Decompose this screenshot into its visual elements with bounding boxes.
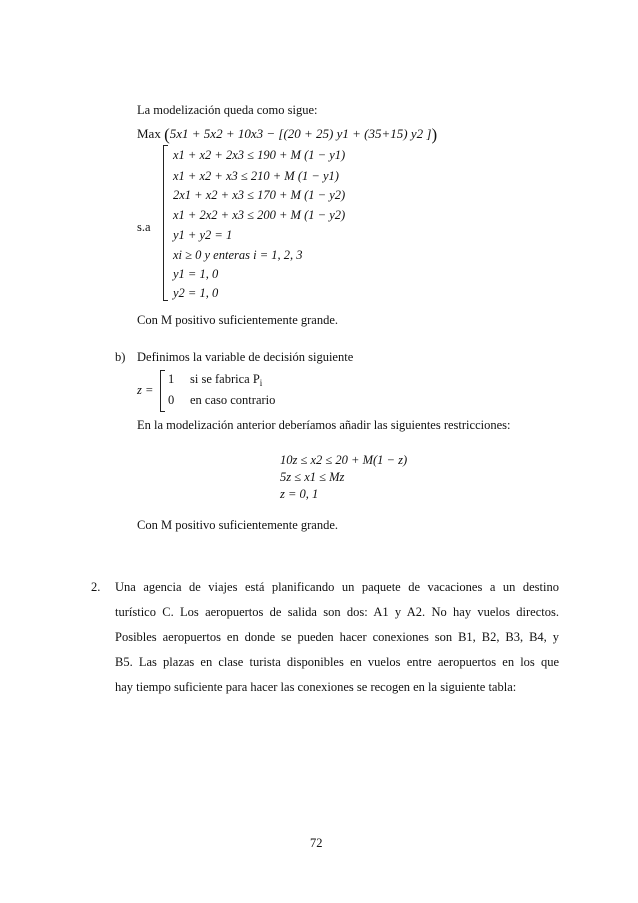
constraints-brace (163, 145, 168, 301)
constraint-3: 2x1 + x2 + x3 ≤ 170 + M (1 − y2) (173, 188, 346, 202)
problem-2-number: 2. (91, 580, 101, 594)
z-definition-brace (160, 370, 165, 412)
restriction-2: 5z ≤ x1 ≤ Mz (280, 470, 345, 484)
problem-2-line-3: Posibles aeropuertos en donde se pueden hacer conexiones son B1, B2, B3, B4, y (115, 630, 559, 644)
z-definition-lhs: z = (137, 383, 154, 397)
z-case-2-text: en caso contrario (190, 393, 276, 407)
objective-open-paren: ( (164, 125, 170, 144)
restriction-3: z = 0, 1 (280, 487, 319, 501)
objective-close-paren: ) (431, 125, 438, 144)
part-b-marker: b) (115, 350, 126, 364)
z-case-1-text: si se fabrica $P_i$ (190, 372, 263, 388)
z-case-2-value: 0 (168, 393, 175, 407)
subject-to-label: s.a (137, 220, 151, 234)
restrictions-intro: En la modelización anterior deberíamos añadir las siguientes restricciones: (137, 418, 511, 432)
constraint-5: y1 + y2 = 1 (173, 228, 233, 242)
constraint-4: x1 + 2x2 + x3 ≤ 200 + M (1 − y2) (173, 208, 346, 222)
constraint-1: x1 + x2 + 2x3 ≤ 190 + M (1 − y1) (173, 148, 346, 162)
page-number: 72 (310, 836, 323, 850)
problem-2-line-5: hay tiempo suficiente para hacer las conexiones se recogen en la siguiente tabla: (115, 680, 517, 694)
constraint-6: xi ≥ 0 y enteras i = 1, 2, 3 (173, 248, 303, 262)
max-label: Max (137, 126, 161, 141)
restriction-1: 10z ≤ x2 ≤ 20 + M(1 − z) (280, 453, 408, 467)
objective-function (137, 126, 437, 143)
objective-expression: 5x1 + 5x2 + 10x3 − [(20 + 25) y1 + (35+15) y2 ] (169, 126, 432, 141)
problem-2-line-2: turístico C. Los aeropuertos de salida son dos: A1 y A2. No hay vuelos directos. (115, 605, 559, 619)
constraint-7: y1 = 1, 0 (173, 267, 219, 281)
intro-text: La modelización queda como sigue: (137, 103, 318, 117)
part-b-text: Definimos la variable de decisión siguiente (137, 350, 354, 364)
problem-2-line-4: B5. Las plazas en clase turista disponibles en vuelos entre aeropuertos en los que (115, 655, 559, 669)
constraint-8: y2 = 1, 0 (173, 286, 219, 300)
large-m-note-1: Con M positivo suficientemente grande. (137, 313, 339, 327)
large-m-note-2: Con M positivo suficientemente grande. (137, 518, 339, 532)
problem-2-line-1: Una agencia de viajes está planificando un paquete de vacaciones a un destino (115, 580, 559, 594)
constraint-2: x1 + x2 + x3 ≤ 210 + M (1 − y1) (173, 169, 339, 183)
z-case-1-value: 1 (168, 372, 175, 386)
